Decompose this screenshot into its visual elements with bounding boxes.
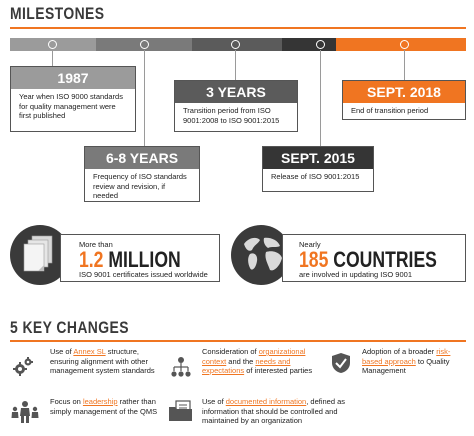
stat-prefix: Nearly	[299, 240, 321, 249]
key-change-1	[50, 347, 162, 376]
key-changes-rule	[10, 340, 466, 342]
key-change-text: rather than simply management of the QMS	[50, 397, 158, 416]
stat-caption: ISO 9001 certificates issued worldwide	[79, 270, 208, 279]
key-change-text: Focus on	[50, 397, 83, 406]
milestone-card-3-years	[174, 80, 298, 132]
connector-1987	[52, 50, 53, 66]
milestone-text: Transition period from ISO 9001:2008 to ISO 9001:2015	[183, 106, 280, 125]
gears-icon	[12, 356, 34, 378]
hierarchy-icon	[170, 356, 192, 378]
milestone-title: SEPT. 2015	[263, 147, 373, 169]
key-change-text: , defined as information that should be controlled and maintained by an organization	[202, 397, 346, 425]
milestones-rule	[10, 27, 466, 29]
milestone-title: SEPT. 2018	[343, 81, 465, 103]
key-change-text: Use of	[50, 347, 74, 356]
key-change-highlight: Annex SL	[73, 347, 106, 356]
milestone-card-6-8-years	[84, 146, 200, 202]
milestone-card-1987	[10, 66, 136, 132]
connector-6-8-years	[144, 50, 145, 146]
key-change-4	[50, 397, 162, 416]
milestone-title: 3 YEARS	[175, 81, 297, 103]
stat-value: 1.2	[79, 247, 104, 272]
key-change-highlight: documented information	[225, 397, 307, 406]
key-changes-title: 5 KEY CHANGES	[10, 318, 129, 337]
milestone-title: 1987	[11, 67, 135, 89]
milestone-title: 6-8 YEARS	[85, 147, 199, 169]
key-change-highlight: organizational context	[202, 347, 306, 366]
milestone-card-sept-2018	[342, 80, 466, 120]
key-change-highlight: risk-based approach	[362, 347, 451, 366]
timeline-dot-6-8-years	[140, 40, 149, 49]
milestone-text: Year when ISO 9000 standards for quality management were first published	[19, 92, 123, 120]
milestones-title: MILESTONES	[10, 4, 105, 23]
stat-value: 185	[299, 247, 329, 272]
leadership-icon	[10, 400, 40, 422]
timeline-dot-sept-2018	[400, 40, 409, 49]
key-change-text: and the	[226, 356, 256, 366]
stat-unit: MILLION	[108, 247, 181, 272]
stat-countries	[282, 234, 466, 282]
key-change-3	[362, 347, 466, 376]
stat-unit: COUNTRIES	[333, 247, 437, 272]
shield-check-icon	[330, 352, 352, 374]
stat-certificates	[60, 234, 220, 282]
key-change-5	[202, 397, 362, 426]
key-change-highlight: needs and expectations	[202, 356, 291, 375]
key-change-2	[202, 347, 314, 376]
key-change-text: of interested parties	[244, 366, 313, 375]
milestone-text: Frequency of ISO standards review and revision, if needed	[93, 172, 187, 200]
stat-prefix: More than	[79, 240, 113, 249]
timeline-dot-3-years	[231, 40, 240, 49]
milestone-text: End of transition period	[351, 106, 429, 115]
connector-sept-2018	[404, 50, 405, 80]
key-change-text: Use of	[202, 397, 226, 406]
connector-sept-2015	[320, 50, 321, 146]
key-change-text: Adoption of a broader	[362, 347, 437, 356]
stat-value-line	[79, 249, 181, 271]
timeline-dot-1987	[48, 40, 57, 49]
timeline-segment-4	[282, 38, 336, 51]
folder-doc-icon	[168, 400, 194, 422]
key-change-text: structure, ensuring alignment with other management system standards	[50, 347, 155, 375]
timeline-dot-sept-2015	[316, 40, 325, 49]
key-change-highlight: leadership	[82, 397, 118, 406]
milestone-card-sept-2015	[262, 146, 374, 192]
milestone-text: Release of ISO 9001:2015	[271, 172, 360, 181]
key-change-text: to Quality Management	[362, 356, 450, 375]
key-change-text: Consideration of	[202, 347, 259, 356]
stat-caption: are involved in updating ISO 9001	[299, 270, 412, 279]
stat-value-line	[299, 249, 437, 271]
connector-3-years	[235, 50, 236, 80]
